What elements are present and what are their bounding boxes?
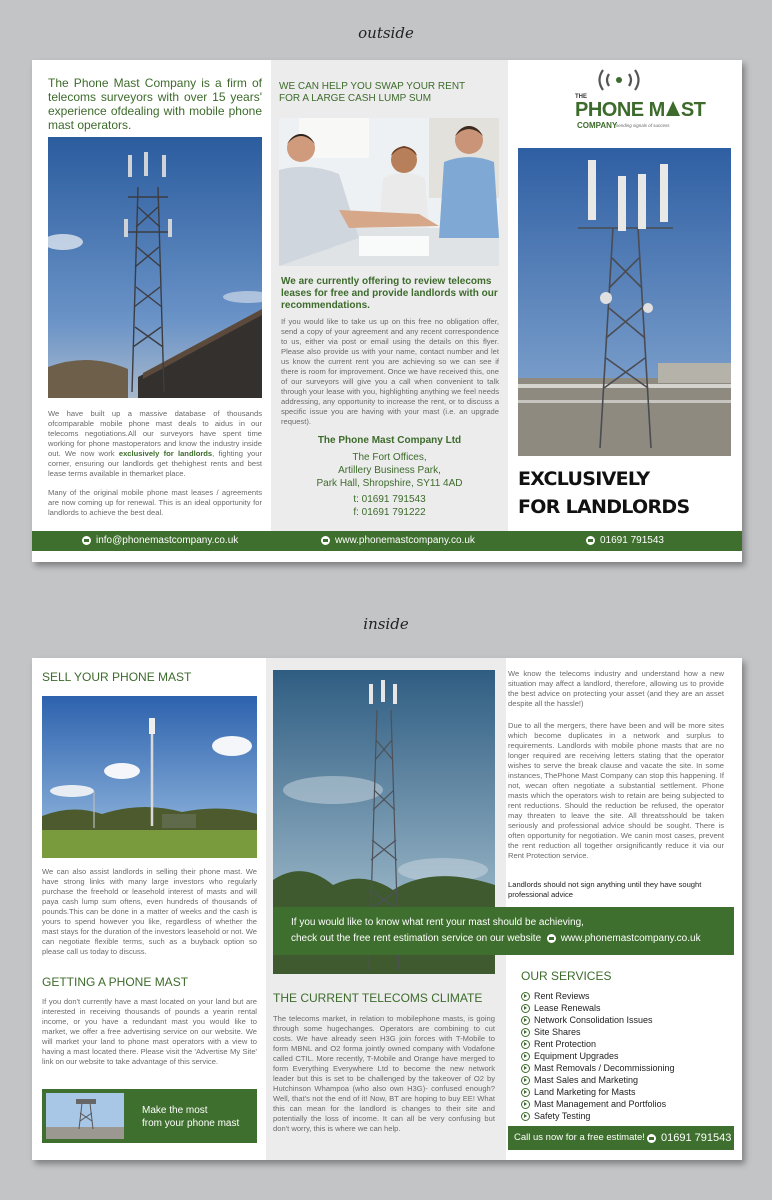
logo-wordmark bbox=[575, 100, 705, 120]
outside-sheet bbox=[32, 60, 742, 562]
renewal-text: Many of the original mobile phone mast leases / agreements are now coming up for renewal. This is an ideal opportunity for landlords to achieve the best deal. bbox=[48, 488, 262, 517]
exclusive-highlight: exclusively for landlords bbox=[118, 449, 213, 458]
logo-company: COMPANY bbox=[577, 121, 618, 130]
outside-left-text bbox=[48, 409, 262, 518]
make-most-box bbox=[42, 1089, 257, 1143]
footer-web-text: www.phonemastcompany.co.uk bbox=[335, 535, 475, 546]
outside-caption: outside bbox=[358, 24, 414, 42]
logo-tagline: sending signals of success bbox=[616, 123, 670, 128]
services-heading: OUR SERVICES bbox=[521, 969, 612, 983]
services-list bbox=[521, 990, 731, 1122]
banner-line-1: If you would like to know what rent your mast should be achieving, bbox=[291, 917, 584, 928]
footer-phone-link[interactable] bbox=[586, 531, 664, 551]
footer-email-link[interactable] bbox=[82, 531, 238, 551]
service-item: Safety Testing bbox=[521, 1110, 731, 1122]
contact-block bbox=[271, 434, 508, 519]
database-text-a: We have built up a massive database of thousands ofcomparable mobile phone mast deals to aidus in our telecoms negotiations.All our surveyors have spent time working for phone mastoperators and know the industry inside out. We now work bbox=[48, 409, 262, 458]
globe-icon bbox=[547, 934, 556, 943]
company-name: The Phone Mast Company Ltd bbox=[317, 435, 462, 446]
service-item: Rent Protection bbox=[521, 1038, 731, 1050]
address-line-3: Park Hall, Shropshire, SY11 4AD bbox=[316, 478, 463, 489]
service-item: Equipment Upgrades bbox=[521, 1050, 731, 1062]
intro-text: The Phone Mast Company is a firm of telecoms surveyors with over 15 years' experience ofdealing with mobile phone mast operators. bbox=[48, 76, 262, 132]
offer-body: If you would like to take us up on this free no obligation offer, send a copy of your agreement and any recent correspondence to us, either via post or email using the details on this flyer. Please also provide us with your name, contact number and let us know the current rent you are achieving so we can see if there is room for improvement. Once we have received this, one of our surveyors will give you a call when convenient to talk through your lease with you, highlighting anything we feel needs addressing, any opportunity to increase the rent, or to discuss a specific issue you are having with your mast (i.e. an upgrade request). bbox=[281, 317, 499, 426]
footer-phone-text: 01691 791543 bbox=[600, 535, 664, 546]
outside-footer-bar bbox=[32, 531, 742, 551]
service-item: Mast Removals / Decommissioning bbox=[521, 1062, 731, 1074]
rooftop-mast-photo bbox=[46, 1093, 124, 1139]
offer-heading: We are currently offering to review telecoms leases for free and provide landlords with our recommendations. bbox=[281, 276, 498, 311]
make-most-text bbox=[142, 1104, 239, 1130]
swap-heading bbox=[279, 81, 465, 105]
service-item: Land Marketing for Masts bbox=[521, 1086, 731, 1098]
advice-para-3: Landlords should not sign anything until they have sought professional advice bbox=[508, 880, 702, 899]
make-most-line-1: Make the most bbox=[142, 1105, 208, 1116]
inside-caption: inside bbox=[363, 615, 409, 633]
banner-web-link[interactable] bbox=[547, 933, 701, 944]
field-mast-photo bbox=[42, 696, 257, 858]
database-text-b: , fighting your corner, ensuring our landlords get thehighest rents and best lease terms available in themarket place. bbox=[48, 449, 262, 478]
email-icon bbox=[82, 536, 91, 545]
tagline-line-2: FOR LANDLORDS bbox=[518, 496, 690, 518]
address-line-1: The Fort Offices, bbox=[352, 452, 427, 463]
getting-body: If you don't currently have a mast located on your land but are interested in receiving thousands of pounds a yearin rental income, or you have a redundant mast you would like to market, we offer a free advertising service on our website. We will market your land to phone mast operators with a view to having a mast located there. Please visit the 'Advertise My Site' link on our website to take advantage of this service. bbox=[42, 997, 257, 1066]
advice-para-1: We know the telecoms industry and understand how a new situation may affect a landlord, therefore, allowing us to provide the best advice on protecting your asset (and they are an asset despite all the hassle!) bbox=[508, 669, 724, 708]
logo-main-part-1: PHONE M bbox=[575, 99, 665, 121]
inside-left-panel bbox=[32, 658, 266, 1160]
footer-email-text: info@phonemastcompany.co.uk bbox=[96, 535, 239, 546]
banner-line-2-text: check out the free rent estimation service on our website bbox=[291, 933, 542, 944]
logo-mast-icon bbox=[666, 101, 680, 116]
climate-body: The telecoms market, in relation to mobilephone masts, is going through some hugechanges. Operators are combining to cut costs. We have already seen H3G join forces with T-Mobile to form MBNL and O2 forma jointly owned company with Vodafone called CTIL. More recently, T-Mobile and Orange have merged to form Everything Everywhere Ltd to become the new network leader but this is set to be challenged by the takeover of O2 by Hutchinson Whampoa (who also own H3G)- confused enough? Well, that's not the end of it! Now, BT are hoping to buy EE! What this can mean for the landlord is changes to their site and potentially the loss of income. It can all be very confusing but don't worry, this is where we can help. bbox=[273, 1014, 495, 1133]
globe-icon bbox=[321, 536, 330, 545]
signal-logo-icon bbox=[574, 64, 664, 94]
logo-main-part-2: ST bbox=[680, 99, 706, 121]
outside-right-panel bbox=[508, 60, 742, 536]
tagline-line-1: EXCLUSIVELY bbox=[518, 468, 650, 490]
call-text: Call us now for a free estimate! bbox=[514, 1132, 645, 1143]
getting-heading: GETTING A PHONE MAST bbox=[42, 975, 189, 989]
call-phone-link[interactable] bbox=[647, 1126, 731, 1150]
advice-para-2: Due to all the mergers, there have been and will be more sites which become duplicates in a network and surplus to requirements. Landlords with mobile phone masts that are no longer required are receiving letters stating that the operator wishes to serve the break clause and vacate the site. In some instances, ThePhone Mast Company can stop this happening. If not, wecan often negotiate a substantial settlement. Phone masts which the operators wish to retain are being subjected to rent reductions. Should the reduction be refused, the operator may threaten to leave the site. All threatsshould be taken seriously and professional advice should be sought. There is often opportunity for negotiation. We canin most cases, prevent the rent reduction all together orsignificantly reduce it via our Rent Protection service. bbox=[508, 721, 724, 860]
sell-body: We can also assist landlords in selling their phone mast. We have strong links with many large investors who regularly purchase the freehold or leasehold interest of masts and will paya cash lump sum oftens, even hundreds of thousands of pounds.This can be done in a matter of weeks and the cash is yours to spend however you like, regardless of whether the mast stays for the duration of the investors leasehold or not. We can negotiate flexible terms, such as a buyback option so please call us today to discuss. bbox=[42, 867, 257, 956]
service-item: Lease Renewals bbox=[521, 1002, 731, 1014]
landlords-tagline bbox=[518, 465, 689, 521]
service-item: Rent Reviews bbox=[521, 990, 731, 1002]
swap-heading-line-1: WE CAN HELP YOU SWAP YOUR RENT bbox=[279, 81, 466, 92]
footer-web-link[interactable] bbox=[321, 531, 475, 551]
inside-sheet bbox=[32, 658, 742, 1160]
mast-photo-right bbox=[518, 148, 731, 456]
address-line-2: Artillery Business Park, bbox=[338, 465, 441, 476]
mast-photo-left bbox=[48, 137, 262, 398]
swap-heading-line-2: FOR A LARGE CASH LUMP SUM bbox=[279, 93, 432, 104]
make-most-line-2: from your phone mast bbox=[142, 1118, 240, 1129]
call-phone-text: 01691 791543 bbox=[661, 1132, 732, 1144]
call-bar bbox=[508, 1126, 734, 1150]
phone-icon bbox=[586, 536, 595, 545]
service-item: Mast Management and Portfolios bbox=[521, 1098, 731, 1110]
telephone: t: 01691 791543 bbox=[353, 494, 426, 505]
banner-line-2 bbox=[291, 931, 734, 947]
outside-left-panel bbox=[32, 60, 271, 536]
climate-heading: THE CURRENT TELECOMS CLIMATE bbox=[273, 991, 483, 1005]
outside-middle-panel bbox=[271, 60, 508, 536]
logo-the: THE bbox=[575, 94, 587, 100]
service-item: Network Consolidation Issues bbox=[521, 1014, 731, 1026]
phone-icon bbox=[647, 1134, 656, 1143]
banner-web-text: www.phonemastcompany.co.uk bbox=[560, 933, 701, 944]
handshake-photo bbox=[279, 118, 499, 266]
sell-heading: SELL YOUR PHONE MAST bbox=[42, 670, 192, 684]
rent-estimation-banner bbox=[273, 907, 734, 955]
service-item: Site Shares bbox=[521, 1026, 731, 1038]
fax: f: 01691 791222 bbox=[353, 507, 426, 518]
service-item: Mast Sales and Marketing bbox=[521, 1074, 731, 1086]
